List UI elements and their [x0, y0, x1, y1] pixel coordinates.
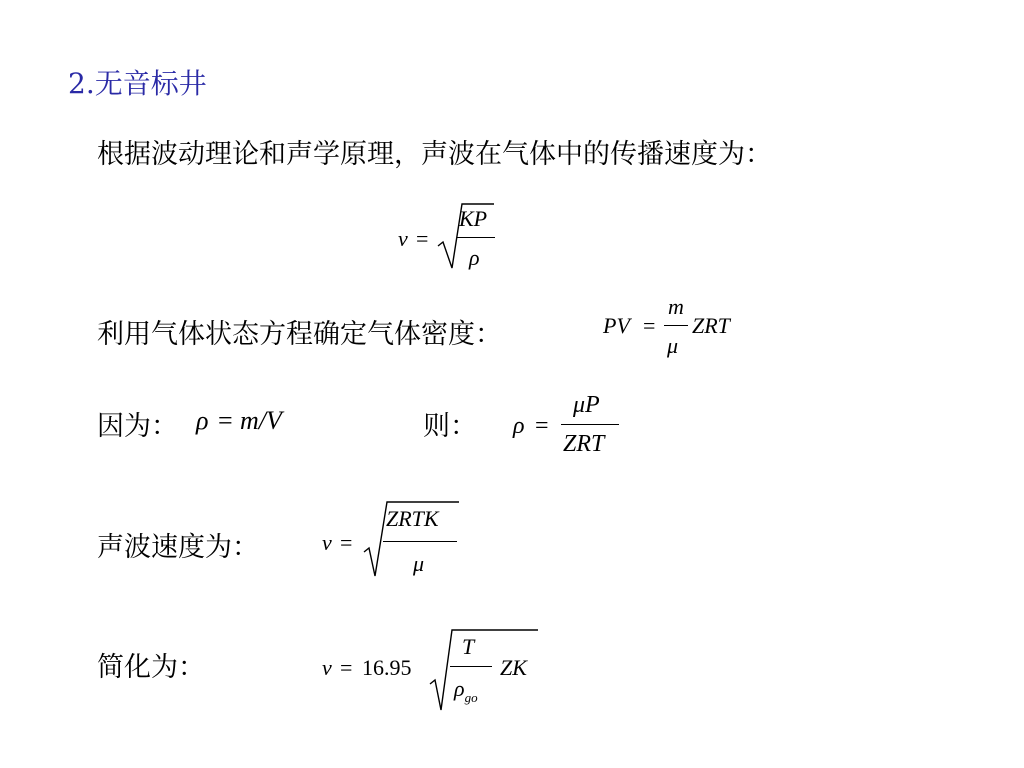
formula-equals: =: [643, 313, 656, 338]
formula-equals: =: [535, 413, 549, 439]
formula-equals: =: [218, 406, 233, 435]
fraction-denominator: ZRT: [563, 431, 605, 457]
formula-equals: =: [340, 530, 353, 555]
formula-rhs: ZK: [500, 655, 527, 680]
fraction-bar: [561, 424, 619, 425]
fraction-numerator: T: [462, 634, 475, 659]
fraction-bar: [457, 237, 495, 238]
fraction-numerator: KP: [459, 206, 488, 231]
rho-symbol: ρ: [454, 676, 465, 701]
fraction-bar: [450, 666, 492, 667]
formula-equals: =: [340, 655, 353, 680]
fraction-bar: [664, 325, 688, 326]
intro-text: 根据波动理论和声学原理，声波在气体中的传播速度为：: [97, 139, 772, 170]
formula-rhs: ZRT: [692, 313, 730, 338]
because-label: 因为：: [97, 411, 178, 442]
fraction-numerator: m: [668, 294, 684, 319]
fraction-bar: [383, 541, 457, 542]
fraction-denominator: ρ: [469, 245, 480, 270]
formula-lhs: PV: [603, 313, 630, 338]
formula-rhs: m/V: [240, 406, 282, 435]
wave-speed-label: 声波速度为：: [97, 532, 259, 563]
fraction-denominator: μ: [413, 551, 425, 576]
formula-coefficient: 16.95: [362, 655, 412, 680]
formula-rho: ρ: [196, 406, 209, 435]
formula-lhs: v: [398, 226, 408, 251]
slide-heading: 2.无音标井: [68, 67, 207, 100]
fraction-denominator: [454, 676, 478, 705]
simplified-label: 简化为：: [97, 652, 205, 683]
fraction-numerator: ZRTK: [386, 506, 439, 531]
formula-lhs: v: [322, 655, 332, 680]
density-text: 利用气体状态方程确定气体密度：: [97, 319, 502, 350]
formula-lhs: v: [322, 530, 332, 555]
formula-equals: =: [416, 226, 429, 251]
then-label: 则：: [423, 411, 477, 442]
formula-lhs: ρ: [513, 413, 525, 439]
fraction-numerator: μP: [573, 392, 600, 418]
subscript-go: go: [464, 690, 478, 705]
fraction-denominator: μ: [667, 333, 679, 358]
